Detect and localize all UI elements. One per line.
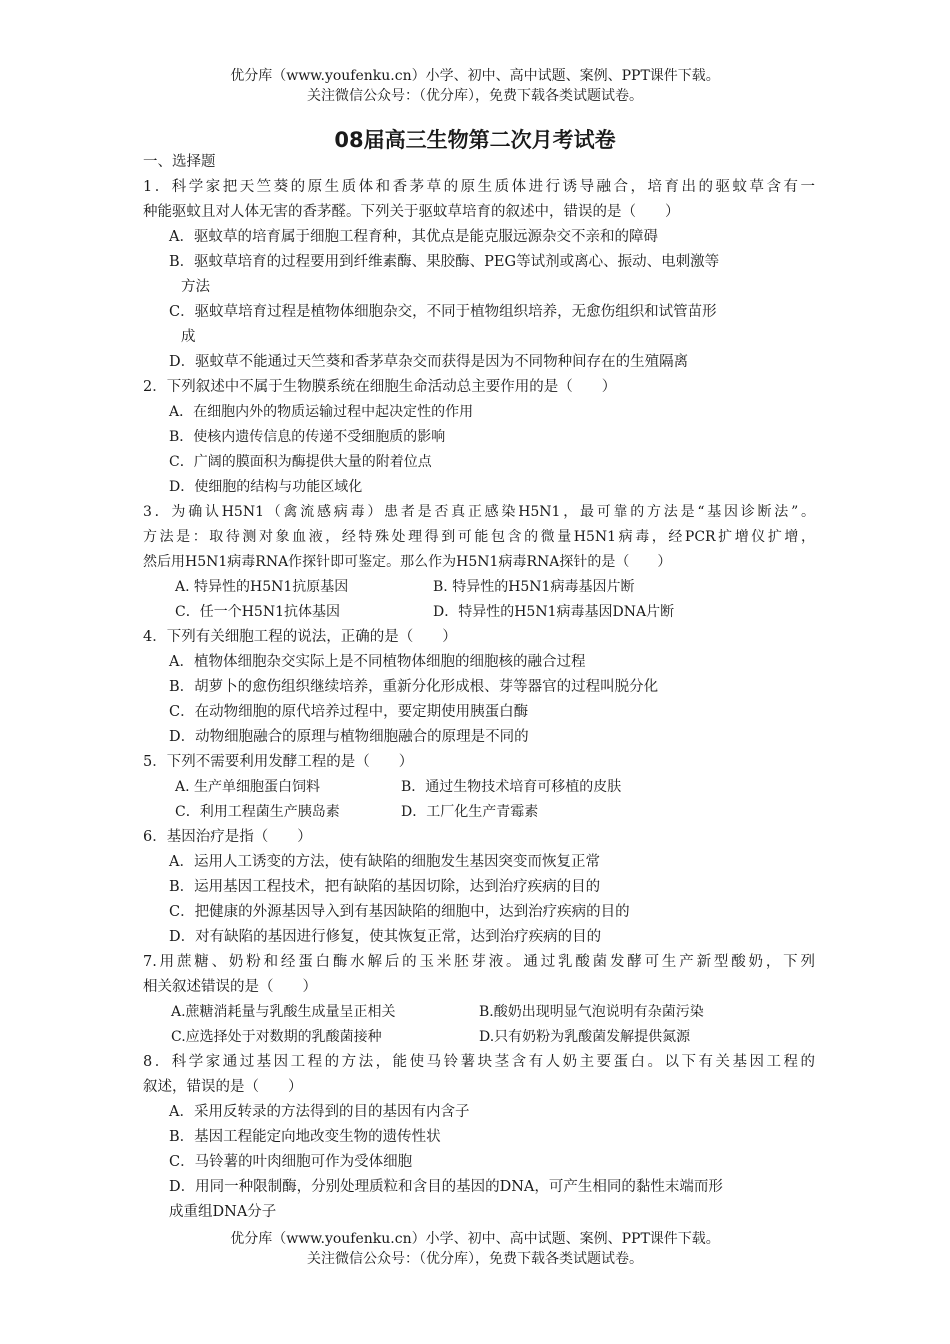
q7-option-c: C.应选择处于对数期的乳酸菌接种 [171, 1029, 382, 1045]
q5-stem: 5．下列不需要利用发酵工程的是（ ） [143, 754, 414, 770]
q6-option-c: C．把健康的外源基因导入到有基因缺陷的细胞中，达到治疗疾病的目的 [169, 904, 630, 920]
q7-options-row2 [143, 1025, 815, 1050]
q3-option-c: C．任一个H5N1抗体基因 [175, 604, 340, 620]
q6-option-d: D．对有缺陷的基因进行修复，使其恢复正常，达到治疗疾病的目的 [169, 929, 602, 945]
q6-option-b: B．运用基因工程技术，把有缺陷的基因切除，达到治疗疾病的目的 [169, 879, 601, 895]
footer-line-1: 优分库（www.youfenku.cn）小学、初中、高中试题、案例、PPT课件下载。 [230, 1231, 720, 1247]
q1-option-a: A．驱蚊草的培育属于细胞工程育种，其优点是能克服远源杂交不亲和的障碍 [169, 229, 658, 245]
q3-stem-line1: 3．为确认H5N1（禽流感病毒）患者是否真正感染H5N1，最可靠的方法是“基因诊断法”。 [143, 504, 815, 520]
q8-option-a: A．采用反转录的方法得到的目的基因有内含子 [169, 1104, 470, 1120]
q4-stem: 4．下列有关细胞工程的说法，正确的是（ ） [143, 629, 457, 645]
q7-option-d: D.只有奶粉为乳酸菌发解提供氮源 [479, 1029, 691, 1045]
q2-option-c: C．广阔的膜面积为酶提供大量的附着位点 [169, 454, 432, 470]
q1-option-c-line2: 成 [181, 329, 196, 345]
q3-option-d: D．特异性的H5N1病毒基因DNA片断 [433, 604, 675, 620]
q3-option-b: B. 特异性的H5N1病毒基因片断 [433, 579, 635, 595]
q7-options-row1 [143, 1000, 815, 1025]
exam-content [143, 150, 815, 1225]
q6-stem: 6．基因治疗是指（ ） [143, 829, 312, 845]
section-heading: 一、选择题 [143, 154, 216, 170]
q3-option-a: A. 特异性的H5N1抗原基因 [175, 579, 349, 595]
q3-stem-line3: 然后用H5N1病毒RNA作探针即可鉴定。那么作为H5N1病毒RNA探针的是（ ） [143, 554, 672, 570]
q1-option-c-line1: C．驱蚊草培育过程是植物体细胞杂交，不同于植物组织培养，无愈伤组织和试管苗形 [169, 304, 717, 320]
q8-option-b: B．基因工程能定向地改变生物的遗传性状 [169, 1129, 441, 1145]
q1-stem-line2: 种能驱蚊且对人体无害的香茅醛。下列关于驱蚊草培育的叙述中，错误的是（ ） [143, 204, 680, 220]
q5-option-b: B．通过生物技术培育可移植的皮肤 [401, 779, 622, 795]
q1-option-b-line2: 方法 [181, 279, 210, 295]
q8-stem-line2: 叙述，错误的是（ ） [143, 1079, 303, 1095]
q5-option-a: A. 生产单细胞蛋白饲料 [175, 779, 321, 795]
header-line-1: 优分库（www.youfenku.cn）小学、初中、高中试题、案例、PPT课件下载。 [230, 68, 720, 84]
q7-option-a: A.蔗糖消耗量与乳酸生成量呈正相关 [171, 1004, 396, 1020]
q2-stem: 2．下列叙述中不属于生物膜系统在细胞生命活动总主要作用的是（ ） [143, 379, 617, 395]
q5-options-row2 [143, 800, 815, 825]
page-title: 08届高三生物第二次月考试卷 [334, 128, 616, 152]
q6-option-a: A．运用人工诱变的方法，使有缺陷的细胞发生基因突变而恢复正常 [169, 854, 600, 870]
q2-option-a: A．在细胞内外的物质运输过程中起决定性的作用 [169, 404, 474, 420]
q4-option-b: B．胡萝卜的愈伤组织继续培养，重新分化形成根、芽等器官的过程叫脱分化 [169, 679, 659, 695]
q8-option-d-line2: 成重组DNA分子 [169, 1204, 277, 1220]
q7-option-b: B.酸奶出现明显气泡说明有杂菌污染 [479, 1004, 704, 1020]
q5-options-row1 [143, 775, 815, 800]
q8-option-d-line1: D．用同一种限制酶，分别处理质粒和含目的基因的DNA，可产生相同的黏性末端而形 [169, 1179, 723, 1195]
q3-stem-line2: 方法是：取待测对象血液，经特殊处理得到可能包含的微量H5N1病毒，经PCR扩增仪扩增， [143, 529, 815, 545]
q1-option-d: D．驱蚊草不能通过天竺葵和香茅草杂交而获得是因为不同物种间存在的生殖隔离 [169, 354, 689, 370]
q3-options-row1 [143, 575, 815, 600]
q4-option-a: A．植物体细胞杂交实际上是不同植物体细胞的细胞核的融合过程 [169, 654, 586, 670]
footer-line-2: 关注微信公众号：（优分库），免费下载各类试题试卷。 [307, 1251, 643, 1267]
q4-option-d: D．动物细胞融合的原理与植物细胞融合的原理是不同的 [169, 729, 529, 745]
header-line-2: 关注微信公众号：（优分库），免费下载各类试题试卷。 [307, 88, 643, 104]
q3-options-row2 [143, 600, 815, 625]
q8-stem-line1: 8．科学家通过基因工程的方法，能使马铃薯块茎含有人奶主要蛋白。以下有关基因工程的 [143, 1054, 815, 1070]
q4-option-c: C．在动物细胞的原代培养过程中，要定期使用胰蛋白酶 [169, 704, 529, 720]
q1-option-b-line1: B．驱蚊草培育的过程要用到纤维素酶、果胶酶、PEG等试剂或离心、振动、电刺激等 [169, 254, 720, 270]
q2-option-d: D．使细胞的结构与功能区域化 [169, 479, 363, 495]
q5-option-d: D．工厂化生产青霉素 [401, 804, 539, 820]
q7-stem-line1: 7.用蔗糖、奶粉和经蛋白酶水解后的玉米胚芽液。通过乳酸菌发酵可生产新型酸奶，下列 [143, 954, 815, 970]
q2-option-b: B．使核内遗传信息的传递不受细胞质的影响 [169, 429, 446, 445]
q1-stem-line1: 1．科学家把天竺葵的原生质体和香茅草的原生质体进行诱导融合，培育出的驱蚊草含有一 [143, 179, 815, 195]
q8-option-c: C．马铃薯的叶肉细胞可作为受体细胞 [169, 1154, 413, 1170]
q5-option-c: C．利用工程菌生产胰岛素 [175, 804, 340, 820]
q7-stem-line2: 相关叙述错误的是（ ） [143, 979, 317, 995]
